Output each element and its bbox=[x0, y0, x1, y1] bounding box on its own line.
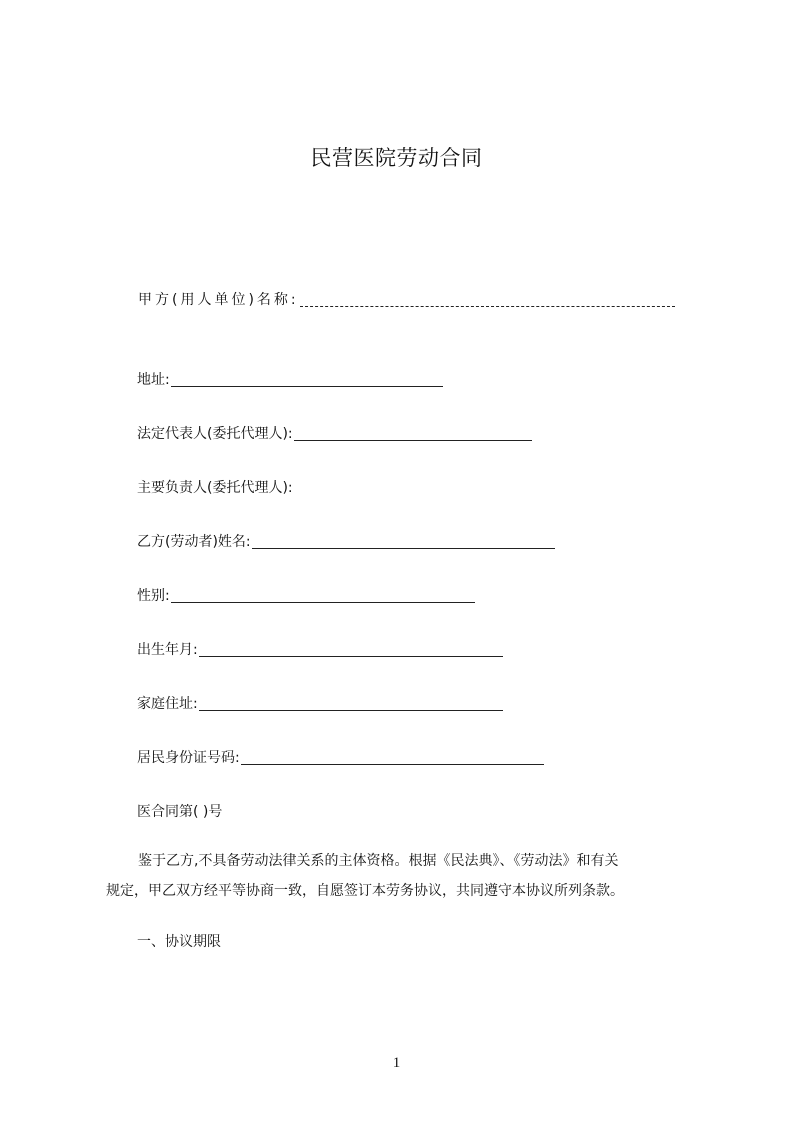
page-number: 1 bbox=[392, 1055, 401, 1071]
address-label: 地址: bbox=[137, 372, 170, 388]
gender-label: 性别: bbox=[137, 588, 170, 604]
principal-label: 主要负责人(委托代理人): bbox=[137, 480, 293, 496]
address-field bbox=[137, 370, 443, 390]
legal-rep-field bbox=[137, 424, 532, 444]
preamble-line-1: 鉴于乙方,不具备劳动法律关系的主体资格。根据《民法典》、《劳动法》和有关 bbox=[138, 853, 619, 869]
birth-label: 出生年月: bbox=[137, 642, 198, 658]
page-title: 民营医院劳动合同 bbox=[310, 146, 483, 170]
preamble-paragraph bbox=[106, 846, 696, 906]
address-blank[interactable] bbox=[171, 372, 443, 387]
home-address-blank[interactable] bbox=[199, 696, 503, 711]
party-b-name-label: 乙方(劳动者)姓名: bbox=[137, 534, 251, 550]
birth-field bbox=[137, 640, 503, 660]
id-number-blank[interactable] bbox=[241, 750, 544, 765]
party-a-name-label: 甲方(用人单位)名称: bbox=[138, 292, 299, 308]
home-address-label: 家庭住址: bbox=[137, 696, 198, 712]
gender-blank[interactable] bbox=[171, 588, 475, 603]
contract-number-label: 医合同第( )号 bbox=[137, 804, 223, 820]
contract-number-field bbox=[137, 802, 222, 822]
legal-rep-blank[interactable] bbox=[294, 426, 532, 441]
id-number-field bbox=[137, 748, 544, 768]
party-b-name-blank[interactable] bbox=[252, 534, 555, 549]
gender-field bbox=[137, 586, 475, 606]
principal-field bbox=[137, 478, 293, 498]
home-address-field bbox=[137, 694, 503, 714]
party-a-name-blank[interactable] bbox=[300, 292, 675, 307]
preamble-line-2: 规定，甲乙双方经平等协商一致，自愿签订本劳务协议，共同遵守本协议所列条款。 bbox=[106, 883, 624, 899]
section-heading-term: 一、协议期限 bbox=[137, 934, 221, 950]
birth-blank[interactable] bbox=[199, 642, 503, 657]
party-b-name-field bbox=[137, 532, 555, 552]
party-a-name-field bbox=[138, 290, 675, 310]
legal-rep-label: 法定代表人(委托代理人): bbox=[137, 426, 293, 442]
id-number-label: 居民身份证号码: bbox=[137, 750, 240, 766]
